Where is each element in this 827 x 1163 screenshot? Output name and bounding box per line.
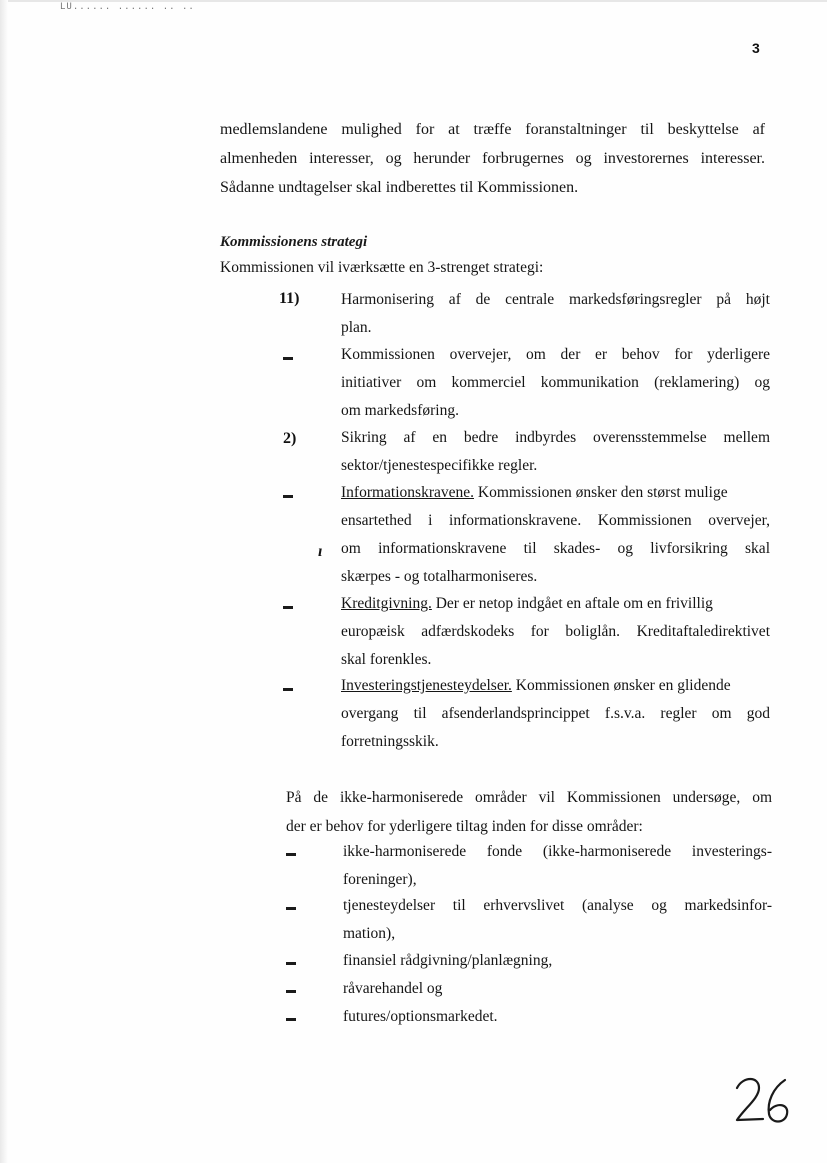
- item-line: [341, 672, 770, 700]
- item-line: plan.: [341, 319, 372, 336]
- item-lead: Investeringstjenesteydelser.: [341, 677, 512, 694]
- item-line: [341, 590, 770, 618]
- handwritten-page-number: [733, 1070, 793, 1130]
- page-number: 3: [752, 40, 760, 56]
- list-item: [341, 424, 770, 480]
- list-item: [343, 975, 772, 1003]
- item-line: ensartethed i informationskravene. Kommissionen overvejer,: [341, 512, 770, 529]
- item-line: foreninger),: [343, 871, 417, 888]
- dash-marker: [286, 853, 296, 856]
- list-item: [343, 947, 772, 975]
- dash-marker: [286, 907, 296, 910]
- list-item: [343, 892, 772, 948]
- list-item: [341, 479, 770, 591]
- item-line: Kommissionen overvejer, om der er behov for yderligere: [341, 346, 770, 363]
- item-line: futures/optionsmarkedet.: [343, 1008, 498, 1025]
- item-line: forretningsskik.: [341, 733, 439, 750]
- dash-marker: [283, 495, 293, 498]
- scan-left-edge: [0, 0, 8, 1163]
- item-line: Harmonisering af de centrale markedsføringsregler på højt: [341, 291, 770, 308]
- stray-mark: ı: [318, 543, 323, 560]
- item-line: tjenesteydelser til erhvervslivet (analyse og markedsinfor-: [343, 897, 772, 914]
- item-line: om informationskravene til skades- og livforsikring skal: [341, 540, 770, 557]
- paragraph-line: der er behov for yderligere tiltag inden for disse områder:: [286, 818, 643, 835]
- header-fragment: LU...... ...... .. ..: [60, 2, 195, 12]
- dash-marker: [286, 1018, 296, 1021]
- dash-marker: [283, 606, 293, 609]
- item-line: ikke-harmoniserede fonde (ikke-harmoniserede investerings-: [343, 843, 772, 860]
- item-marker: 11): [279, 290, 300, 307]
- section-heading: Kommissionens strategi: [220, 234, 368, 250]
- item-lead: Kreditgivning.: [341, 595, 432, 612]
- dash-marker: [283, 688, 293, 691]
- item-line: overgang til afsenderlandsprincippet f.s.v.a. regler om god: [341, 705, 770, 722]
- paragraph-line: almenheden interesser, og herunder forbrugernes og investorernes interesser.: [220, 150, 765, 167]
- paragraph-line: medlemslandene mulighed for at træffe foranstaltninger til beskyttelse af: [220, 121, 765, 138]
- section-intro: Kommissionen vil iværksætte en 3-strenget strategi:: [220, 259, 544, 276]
- list-item: [341, 286, 770, 342]
- item-line: skærpes - og totalharmoniseres.: [341, 568, 538, 585]
- item-line: europæisk adfærdskodeks for boliglån. Kreditaftaledirektivet: [341, 623, 770, 640]
- paragraph-non-harmonised: [286, 783, 772, 841]
- list-item: [341, 341, 770, 425]
- item-line: om markedsføring.: [341, 402, 459, 419]
- list-item: [341, 590, 770, 674]
- item-line: finansiel rådgivning/planlægning,: [343, 952, 553, 969]
- list-item: [343, 1003, 772, 1031]
- paragraph-intro: [220, 115, 765, 202]
- paragraph-line: Sådanne undtagelser skal indberettes til Kommissionen.: [220, 179, 579, 196]
- item-line: sektor/tjenestespecifikke regler.: [341, 457, 538, 474]
- item-marker: 2): [283, 430, 297, 447]
- dash-marker: [283, 357, 293, 360]
- item-line: mation),: [343, 925, 396, 942]
- item-lead: Informationskravene.: [341, 484, 474, 501]
- item-line-rest: Kommissionen ønsker den størst mulige: [474, 484, 728, 501]
- dash-marker: [286, 990, 296, 993]
- item-line: initiativer om kommerciel kommunikation (reklamering) og: [341, 374, 770, 391]
- item-line: råvarehandel og: [343, 980, 443, 997]
- item-line-rest: Kommissionen ønsker en glidende: [511, 677, 731, 694]
- item-line: Sikring af en bedre indbyrdes overensstemmelse mellem: [341, 429, 770, 446]
- item-line: [341, 479, 770, 507]
- item-line: skal forenkles.: [341, 651, 432, 668]
- list-item: [343, 838, 772, 894]
- paragraph-line: På de ikke-harmoniserede områder vil Kommissionen undersøge, om: [286, 789, 772, 806]
- item-line-rest: Der er netop indgået en aftale om en frivillig: [431, 595, 713, 612]
- dash-marker: [286, 962, 296, 965]
- list-item: [341, 672, 770, 756]
